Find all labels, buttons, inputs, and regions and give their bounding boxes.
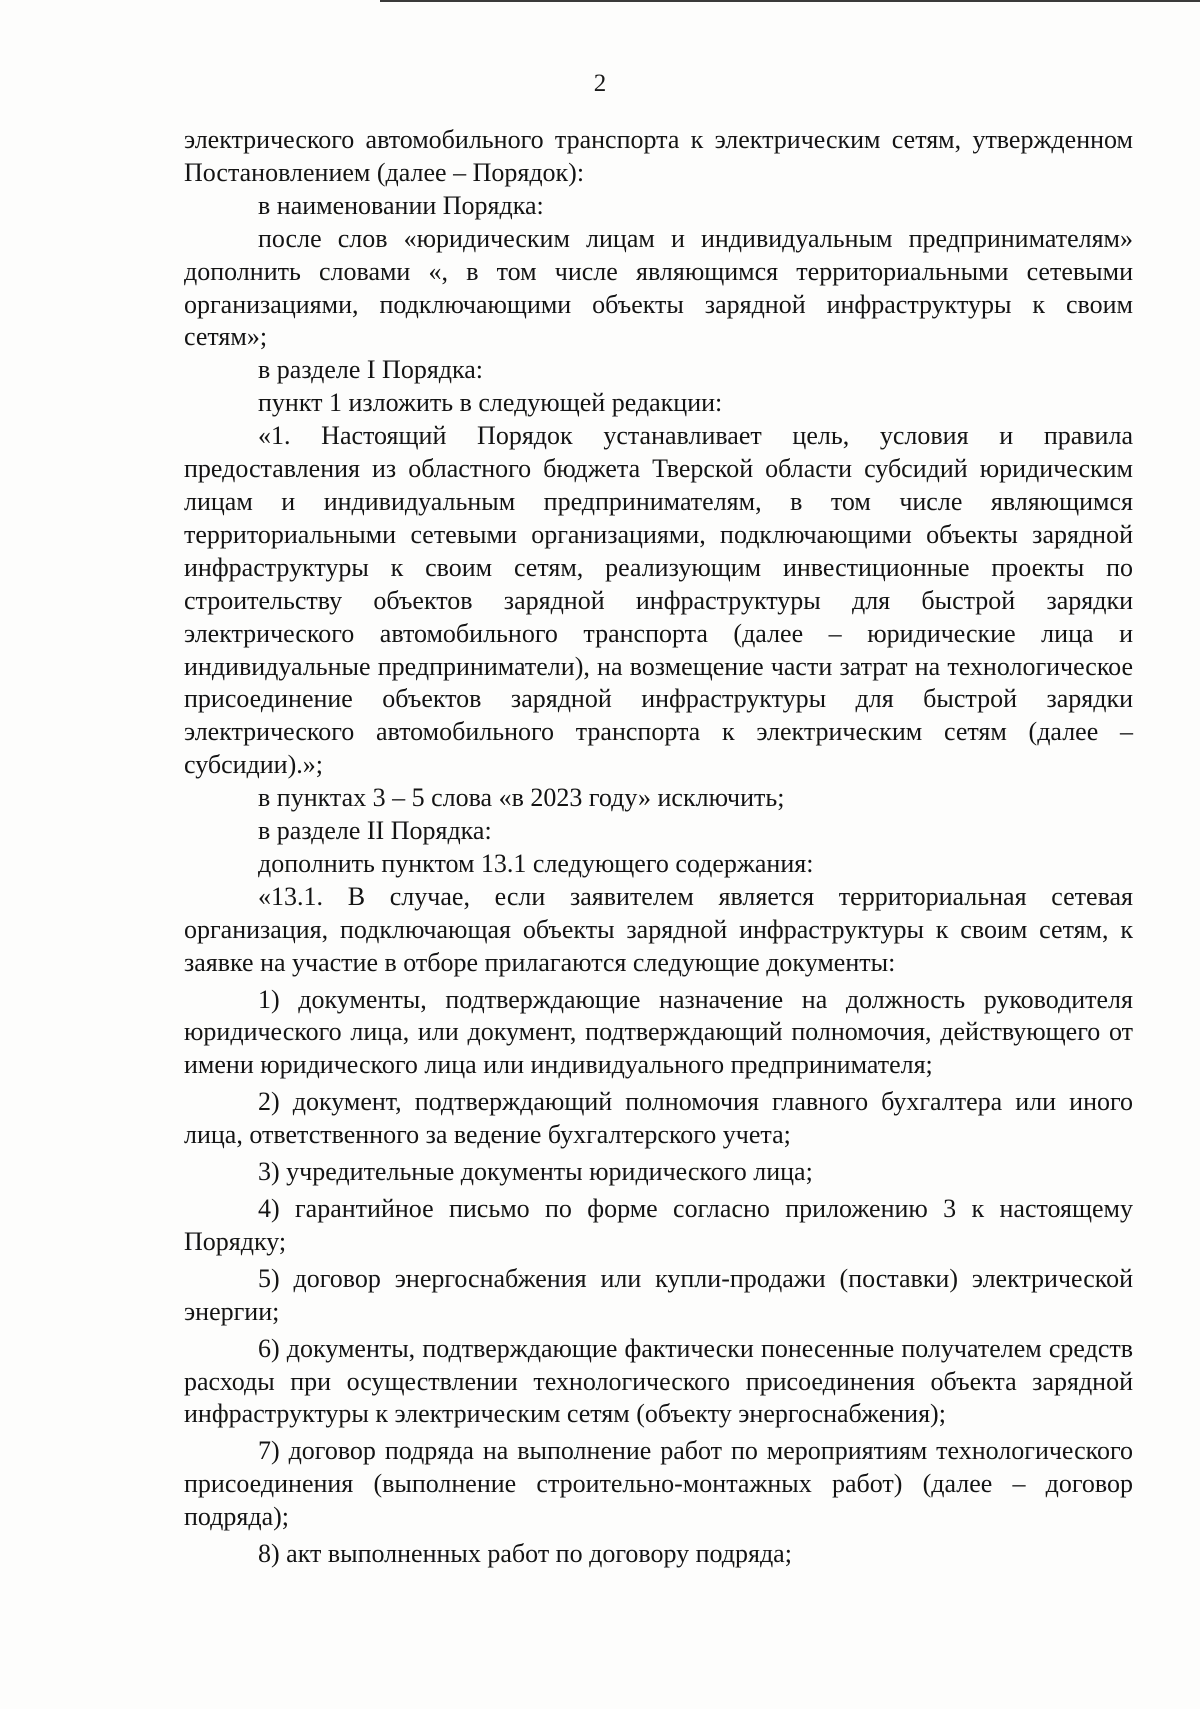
paragraph: в разделе II Порядка: — [258, 816, 492, 846]
list-item: 7) договор подряда на выполнение работ по мероприятиям технологического присоединения (выполнение строительно-монтажных работ) (далее – договор подряда); — [184, 1436, 1133, 1532]
list-item: 3) учредительные документы юридического лица; — [258, 1157, 813, 1187]
document-body — [184, 124, 1133, 1571]
list-item: 5) договор энергоснабжения или купли-продажи (поставки) электрической энергии; — [184, 1263, 1133, 1326]
paragraph: дополнить пунктом 13.1 следующего содержания: — [258, 848, 814, 878]
list-item: 2) документ, подтверждающий полномочия главного бухгалтера или иного лица, ответственного за ведение бухгалтерского учета; — [184, 1087, 1133, 1150]
scan-edge-line — [380, 0, 1200, 2]
list-item: 8) акт выполненных работ по договору подряда; — [258, 1539, 792, 1569]
list-item: 4) гарантийное письмо по форме согласно приложению 3 к настоящему Порядку; — [184, 1194, 1133, 1256]
paragraph: пункт 1 изложить в следующей редакции: — [258, 388, 723, 418]
list-item: 1) документы, подтверждающие назначение на должность руководителя юридического лица, или документ, подтверждающий полномочия, действующего от имени юридического лица или индивидуального предпринимателя; — [184, 984, 1133, 1080]
list-item: 6) документы, подтверждающие фактически понесенные получателем средств расходы при осуществлении технологического присоединения объекта зарядной инфраструктуры к электрическим сетям (объекту энергоснабжения); — [184, 1333, 1133, 1429]
paragraph: электрического автомобильного транспорта к электрическим сетям, утвержденном Постановлением (далее – Порядок): — [184, 125, 1133, 187]
paragraph: «13.1. В случае, если заявителем является территориальная сетевая организация, подключающая объекты зарядной инфраструктуры к своим сетям, к заявке на участие в отборе прилагаются следующие документы: — [184, 881, 1133, 977]
paragraph: после слов «юридическим лицам и индивидуальным предпринимателям» дополнить словами «, в том числе являющимся территориальными сетевыми организациями, подключающими объекты зарядной инфраструктуры к своим сетям»; — [184, 223, 1133, 352]
paragraph: в разделе I Порядка: — [258, 355, 484, 385]
paragraph: в пунктах 3 – 5 слова «в 2023 году» исключить; — [258, 783, 785, 813]
page-number: 2 — [593, 70, 607, 97]
paragraph: в наименовании Порядка: — [258, 190, 544, 220]
paragraph: «1. Настоящий Порядок устанавливает цель, условия и правила предоставления из областного бюджета Тверской области субсидий юридическим лицам и индивидуальным предпринимателям, в том числе являющимся территориальными сетевыми организациями, подключающими объекты зарядной инфраструктуры к своим сетям, реализующим инвестиционные проекты по строительству объектов зарядной инфраструктуры для быстрой зарядки электрического автомобильного транспорта (далее – юридические лица и индивидуальные предприниматели), на возмещение части затрат на технологическое присоединение объектов зарядной инфраструктуры для быстрой зарядки электрического автомобильного транспорта к электрическим сетям (далее – субсидии).»; — [184, 421, 1133, 780]
